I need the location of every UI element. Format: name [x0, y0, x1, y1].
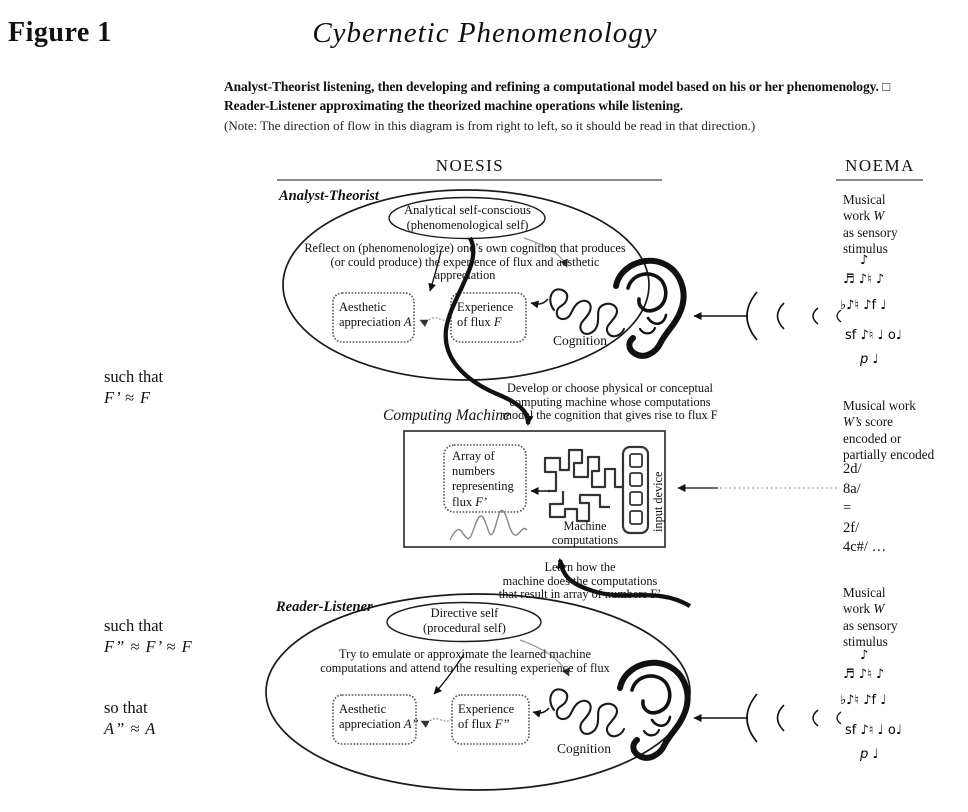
formula-top: F’ ≈ F — [104, 388, 152, 407]
computing-machine-label: Computing Machine — [383, 407, 510, 424]
formula-bottom: F” ≈ F’ ≈ F — [104, 637, 193, 656]
music-notes-icon: ♪ — [860, 648, 869, 663]
music-notes-icon: ♬ ♪♮ ♪ — [843, 272, 885, 287]
noema-top-caption: Musical work W as sensory stimulus — [843, 192, 898, 256]
develop-annotation: Develop or choose physical or conceptual computing machine whose computations model the cognition that gives rise to flux F — [502, 381, 718, 423]
music-notes-icon: sf ♪♮ ♩ o♩ — [845, 723, 902, 738]
music-notes-icon: ♭♪♮ ♪f ♩ — [840, 693, 887, 708]
noema-mid-caption: Musical work W’s score encoded or partially encoded — [843, 398, 935, 462]
reflect-annotation: Reflect on (phenomenologize) one’s own cognition that produces (or could produce) the experience of flux and aesthetic appreciation — [304, 241, 626, 283]
aesthetic-appreciation-box: Aesthetic appreciation A — [339, 300, 412, 330]
music-notes-icon: ♭♪♮ ♪f ♩ — [840, 298, 887, 313]
cognition-label-2: Cognition — [557, 741, 612, 756]
noema-bottom-caption: Musical work W as sensory stimulus — [843, 585, 898, 649]
directive-self-label: Directive self (procedural self) — [423, 606, 506, 635]
music-notes-icon: ♬ ♪♮ ♪ — [843, 667, 885, 682]
cognition-squiggle-icon — [550, 289, 624, 336]
cognition-label: Cognition — [553, 333, 608, 348]
machine-computations-label: Machine computations — [551, 519, 619, 547]
reader-label: Reader-Listener — [276, 599, 373, 615]
analytical-self-label: Analytical self-conscious (phenomenological self) — [404, 203, 531, 232]
sound-waves-icon — [694, 292, 841, 340]
formula-so-that: A” ≈ A — [104, 719, 157, 738]
figure-label: Figure 1 — [8, 17, 112, 48]
aesthetic-appreciation-box-2: Aesthetic appreciation A” — [339, 702, 419, 732]
noema-header: NOEMA — [845, 156, 915, 175]
music-notes-icon: sf ♪♮ ♩ o♩ — [845, 328, 902, 343]
such-that-top: such that — [104, 367, 164, 386]
ear-icon — [620, 663, 688, 758]
experience-of-flux-box-2: Experience of flux F” — [458, 702, 515, 732]
try-annotation: Try to emulate or approximate the learned machine computations and attend to the resulting experience of flux — [320, 647, 610, 675]
description-line1: Analyst-Theorist listening, then developing and refining a computational model based on his or her phenomenology. □ — [224, 79, 891, 94]
score-encoding: 2d/ 8a/ = 2f/ 4c#/ … — [843, 461, 887, 555]
page-title: Cybernetic Phenomenology — [312, 17, 658, 49]
description-note: (Note: The direction of flow in this diagram is from right to left, so it should be read in that direction.) — [224, 118, 756, 133]
such-that-bottom: such that — [104, 616, 164, 635]
learn-annotation: Learn how the machine does the computations that result in array of numbers F’ — [498, 560, 662, 602]
cognition-squiggle-icon — [550, 689, 624, 736]
array-of-numbers-box: Array of numbers representing flux F’ — [452, 449, 514, 509]
music-notes-icon: p ♩ — [860, 352, 879, 367]
description-line2: Reader-Listener approximating the theorized machine operations while listening. — [224, 98, 684, 113]
input-device-label: input device — [651, 471, 665, 532]
analyst-label: Analyst-Theorist — [279, 188, 379, 204]
experience-of-flux-box: Experience of flux F — [457, 300, 514, 330]
music-notes-icon: ♪ — [860, 253, 869, 268]
so-that: so that — [104, 698, 148, 717]
sound-waves-icon — [694, 694, 841, 742]
music-notes-icon: p ♩ — [860, 747, 879, 762]
noesis-header: NOESIS — [435, 156, 505, 175]
